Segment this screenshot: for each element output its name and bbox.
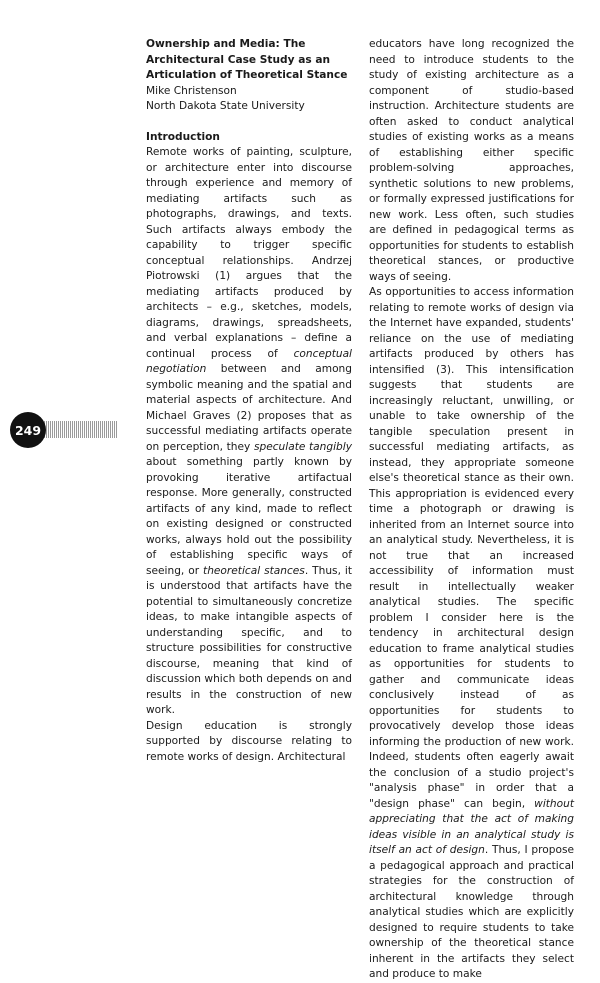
section-heading-introduction: Introduction — [146, 130, 220, 143]
author-affiliation: North Dakota State University — [146, 100, 305, 112]
paper-title: Ownership and Media: The Architectural Case Study as an Articulation of Theoretical Stance — [146, 38, 348, 81]
left-column — [146, 37, 352, 765]
intro-paragraph-2: Design education is strongly supported by discourse relating to remote works of design. Architectural — [146, 719, 352, 763]
author-name: Mike Christenson — [146, 84, 237, 97]
intro-paragraph-3: As opportunities to access information relating to remote works of design via the Internet have expanded, students' reliance on the use of mediating artifacts produced by others has intensified (3). This intensification suggests that students are increasingly reluctant, unwilling, or unable to take ownership of the tangible speculation present in successful mediating artifacts, as instead, they appropriate someone else's theoretical stance as their own. This appropriation is evidenced every time a photograph or drawing is inherited from an Internet source into an analytical study. Nevertheless, it is not true that an increased accessibility of information must result in intellectually weaker analytical studies. The specific problem I consider here is the tendency in architectural design education to frame analytical studies as opportunities for students to gather and communicate ideas conclusively instead of as opportunities for students to provocatively develop those ideas informing the production of new work. Indeed, students often eagerly await the conclusion of a studio project's "analysis phase" in order that a "design phase" can begin, without appreciating that the act of making ideas visible in an analytical study is itself an act of design. Thus, I propose a pedagogical approach and practical strategies for the construction of architectural knowledge through analytical studies which are explicitly designed to require students to take ownership of the theoretical stance inherent in the artifacts they select and produce to make — [369, 286, 574, 980]
intro-paragraph-2-continued: educators have long recognized the need to introduce students to the study of existing architecture as a component of studio-based instruction. Architecture students are often asked to conduct analytical studies of existing works as a means of establishing either specific problem-solving approaches, synthetic solutions to new problems, or formally expressed justifications for new work. Less often, such studies are defined in pedagogical terms as opportunities for students to establish theoretical stances, or productive ways of seeing. — [369, 38, 574, 283]
page-number: 249 — [14, 422, 42, 438]
paper-header — [146, 37, 352, 115]
intro-paragraph-1: Remote works of painting, sculpture, or architecture enter into discourse through experience and memory of mediating artifacts such as photographs, drawings, and texts. Such artifacts always embody the capability to trigger specific conceptual relationships. Andrzej Piotrowski (1) argues that the mediating artifacts produced by architects – e.g., sketches, models, diagrams, drawings, spreadsheets, and verbal explanations – define a continual process of conceptual negotiation between and among symbolic meaning and the spatial and material aspects of architecture. And Michael Graves (2) proposes that as successful mediating artifacts operate on perception, they speculate tangibly about something partly known by provoking iterative artifactual response. More generally, constructed artifacts of any kind, made to reflect on existing designed or constructed works, always hold out the possibility of establishing specific ways of seeing, or theoretical stances. Thus, it is understood that artifacts have the potential to simultaneously concretize ideas, to make intangible aspects of understanding specific, and to structure possibilities for constructive discourse, meaning that kind of discussion which both depends on and results in the construction of new work. — [146, 146, 352, 716]
right-column — [369, 37, 574, 983]
page-number-badge — [10, 412, 46, 448]
